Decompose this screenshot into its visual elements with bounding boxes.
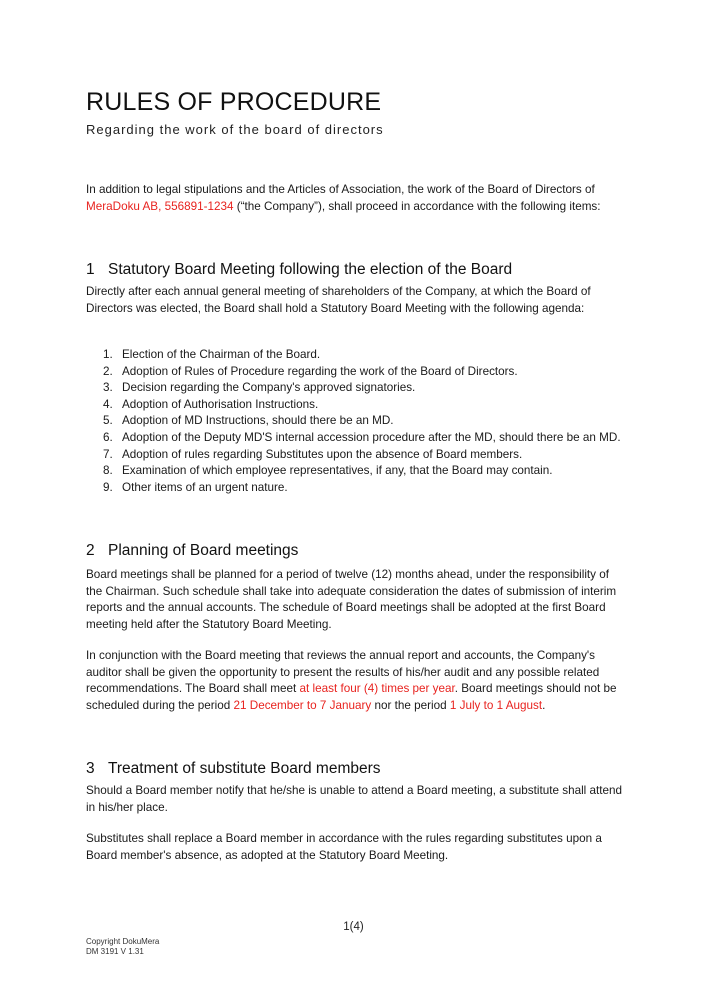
section-1-heading bbox=[86, 261, 512, 279]
footer-doc-id: DM 3191 V 1.31 bbox=[86, 947, 144, 956]
text: . Board meetings should not be scheduled during the period bbox=[86, 682, 617, 712]
list-item bbox=[86, 463, 626, 480]
list-number: 5. bbox=[103, 414, 113, 428]
list-text: Examination of which employee representatives, if any, that the Board may contain. bbox=[122, 464, 553, 478]
text: nor the period bbox=[371, 698, 450, 712]
company-name: MeraDoku AB, 556891-1234 bbox=[86, 199, 234, 213]
page-number: 1(4) bbox=[343, 921, 364, 933]
section-number: 1 bbox=[86, 261, 95, 278]
intro-text-a: In addition to legal stipulations and the Articles of Association, the work of the Board of Directors of bbox=[86, 183, 595, 196]
blackout-period-2: 1 July to 1 August bbox=[449, 698, 543, 712]
list-text: Decision regarding the Company's approved signatories. bbox=[122, 381, 416, 395]
section-2-heading bbox=[86, 542, 298, 560]
list-text: Other items of an urgent nature. bbox=[122, 480, 288, 494]
list-item bbox=[86, 480, 626, 497]
page-subtitle: Regarding the work of the board of directors bbox=[86, 122, 384, 137]
section-title: Statutory Board Meeting following the election of the Board bbox=[108, 261, 513, 278]
list-item bbox=[86, 347, 626, 364]
list-text: Adoption of Authorisation Instructions. bbox=[122, 397, 319, 411]
section-title: Treatment of substitute Board members bbox=[108, 760, 381, 777]
list-number: 8. bbox=[103, 464, 113, 478]
list-number: 2. bbox=[103, 364, 113, 378]
list-number: 7. bbox=[103, 447, 113, 461]
list-number: 1. bbox=[103, 348, 113, 361]
list-number: 3. bbox=[103, 381, 113, 395]
section-2-paragraph-1: Board meetings shall be planned for a period of twelve (12) months ahead, under the responsibility of the Chairman. Such schedule shall take into adequate consideration the dates of submission of interim reports and the annual accounts. The schedule of Board meetings shall be adopted at the first Board meeting held after the Statutory Board Meeting. bbox=[86, 568, 617, 631]
text: . bbox=[542, 698, 546, 712]
list-number: 6. bbox=[103, 430, 113, 444]
section-3-paragraph-1: Should a Board member notify that he/she is unable to attend a Board meeting, a substitute shall attend in his/her place. bbox=[86, 784, 623, 814]
list-item bbox=[86, 430, 626, 447]
section-3-paragraph-2: Substitutes shall replace a Board member in accordance with the rules regarding substitutes upon a Board member's absence, as adopted at the Statutory Board Meeting. bbox=[86, 832, 602, 862]
list-text: Adoption of the Deputy MD'S internal accession procedure after the MD, should there be an MD. bbox=[122, 430, 621, 444]
meeting-frequency: at least four (4) times per year bbox=[299, 682, 455, 696]
blackout-period-1: 21 December to 7 January bbox=[233, 698, 372, 712]
section-3-heading bbox=[86, 760, 381, 778]
list-item bbox=[86, 413, 626, 430]
section-number: 2 bbox=[86, 542, 95, 559]
intro-text-b: (“the Company”), shall proceed in accordance with the following items: bbox=[233, 199, 601, 213]
section-number: 3 bbox=[86, 760, 95, 777]
list-item bbox=[86, 380, 626, 397]
list-item bbox=[86, 447, 626, 464]
list-text: Election of the Chairman of the Board. bbox=[122, 348, 321, 361]
list-number: 9. bbox=[103, 480, 113, 494]
agenda-list bbox=[86, 347, 626, 496]
list-text: Adoption of rules regarding Substitutes upon the absence of Board members. bbox=[122, 447, 523, 461]
list-text: Adoption of MD Instructions, should there be an MD. bbox=[122, 414, 394, 428]
section-1-body: Directly after each annual general meeting of shareholders of the Company, at which the Board of Directors was elected, the Board shall hold a Statutory Board Meeting with the following agenda: bbox=[86, 285, 591, 315]
footer-copyright: Copyright DokuMera bbox=[86, 937, 160, 946]
list-item bbox=[86, 397, 626, 414]
list-text: Adoption of Rules of Procedure regarding the work of the Board of Directors. bbox=[122, 364, 518, 378]
list-number: 4. bbox=[103, 397, 113, 411]
section-2-paragraph-2 bbox=[86, 648, 626, 714]
page-title: RULES OF PROCEDURE bbox=[86, 88, 382, 116]
list-item bbox=[86, 364, 626, 381]
text: In conjunction with the Board meeting that reviews the annual report and accounts, the Company's auditor shall be given the opportunity to present the results of his/her audit and any possible related recommendations. The Board shall meet bbox=[86, 649, 600, 696]
intro-paragraph bbox=[86, 182, 626, 215]
section-title: Planning of Board meetings bbox=[108, 542, 299, 559]
